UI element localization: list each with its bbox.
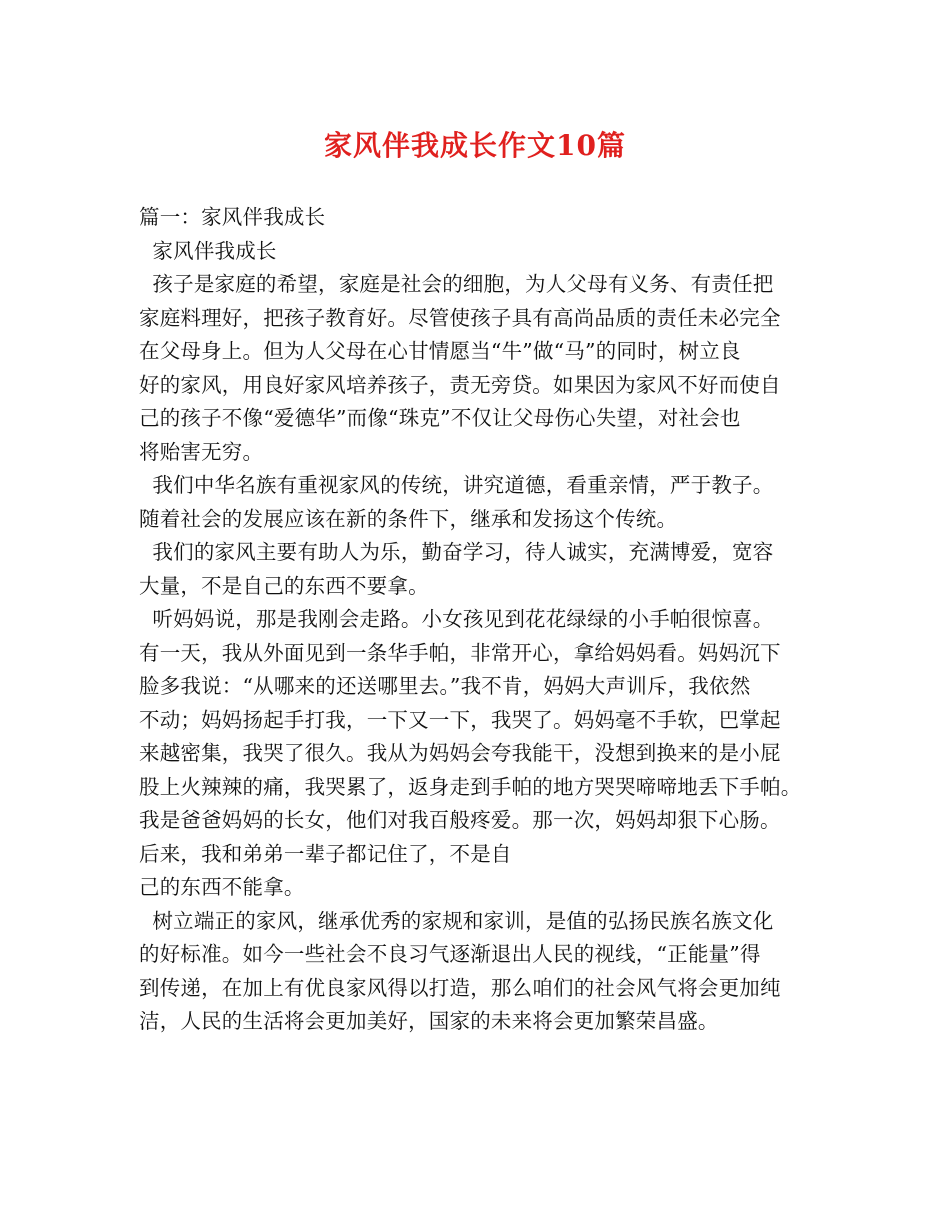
text-line: 好的家风，用良好家风培养孩子，责无旁贷。如果因为家风不好而使自	[139, 372, 781, 397]
text-line: 我们的家风主要有助人为乐，勤奋学习，待人诚实，充满博爱，宽容	[139, 540, 774, 564]
text-line: 来越密集，我哭了很久。我从为妈妈会夸我能干，没想到换来的是小屁	[139, 741, 781, 765]
text-line: 有一天，我从外面见到一条华手帕，非常开心，拿给妈妈看。妈妈沉下	[139, 640, 781, 665]
text-line: 不动；妈妈扬起手打我，一下又一下，我哭了。妈妈毫不手软，巴掌起	[139, 707, 781, 732]
text-line: 听妈妈说，那是我刚会走路。小女孩见到花花绿绿的小手帕很惊喜。	[139, 607, 774, 631]
text-line: 随着社会的发展应该在新的条件下，继承和发扬这个传统。	[139, 506, 678, 531]
text-line: 的好标准。如今一些社会不良习气逐渐退出人民的视线，“正能量”得	[139, 942, 761, 966]
text-line: 孩子是家庭的希望，家庭是社会的细胞，为人父母有义务、有责任把	[139, 272, 774, 296]
text-line: 大量，不是自己的东西不要拿。	[139, 573, 429, 598]
text-line: 到传递，在加上有优良家风得以打造，那么咱们的社会风气将会更加纯	[139, 975, 781, 1000]
text-line: 己的孩子不像“爱德华”而像“珠克”不仅让父母伤心失望，对社会也	[139, 406, 741, 430]
text-line: 后来，我和弟弟一辈子都记住了，不是自	[139, 841, 512, 866]
text-line: 洁，人民的生活将会更加美好，国家的未来将会更加繁荣昌盛。	[139, 1009, 719, 1033]
text-line: 将贻害无穷。	[139, 439, 264, 464]
text-line: 我是爸爸妈妈的长女，他们对我百般疼爱。那一次，妈妈却狠下心肠。	[139, 808, 781, 832]
text-line: 己的东西不能拿。	[139, 875, 305, 899]
document-body	[139, 201, 829, 1039]
text-line: 在父母身上。但为人父母在心甘情愿当“牛”做“马”的同时，树立良	[139, 339, 741, 363]
text-line: 家风伴我成长	[139, 238, 277, 263]
text-line: 家庭料理好，把孩子教育好。尽管使孩子具有高尚品质的责任未必完全	[139, 305, 781, 330]
text-line: 树立端正的家风，继承优秀的家规和家训，是值的弘扬民族名族文化	[139, 908, 774, 933]
document-title: 家风伴我成长作文10篇	[324, 129, 626, 162]
text-line: 我们中华名族有重视家风的传统，讲究道德，看重亲情，严于教子。	[139, 473, 774, 497]
text-line: 篇一：家风伴我成长	[139, 205, 326, 229]
text-line: 脸多我说：“从哪来的还送哪里去。”我不肯，妈妈大声训斥，我依然	[139, 674, 751, 698]
text-line: 股上火辣辣的痛，我哭累了，返身走到手帕的地方哭哭啼啼地丢下手帕。	[139, 774, 802, 799]
